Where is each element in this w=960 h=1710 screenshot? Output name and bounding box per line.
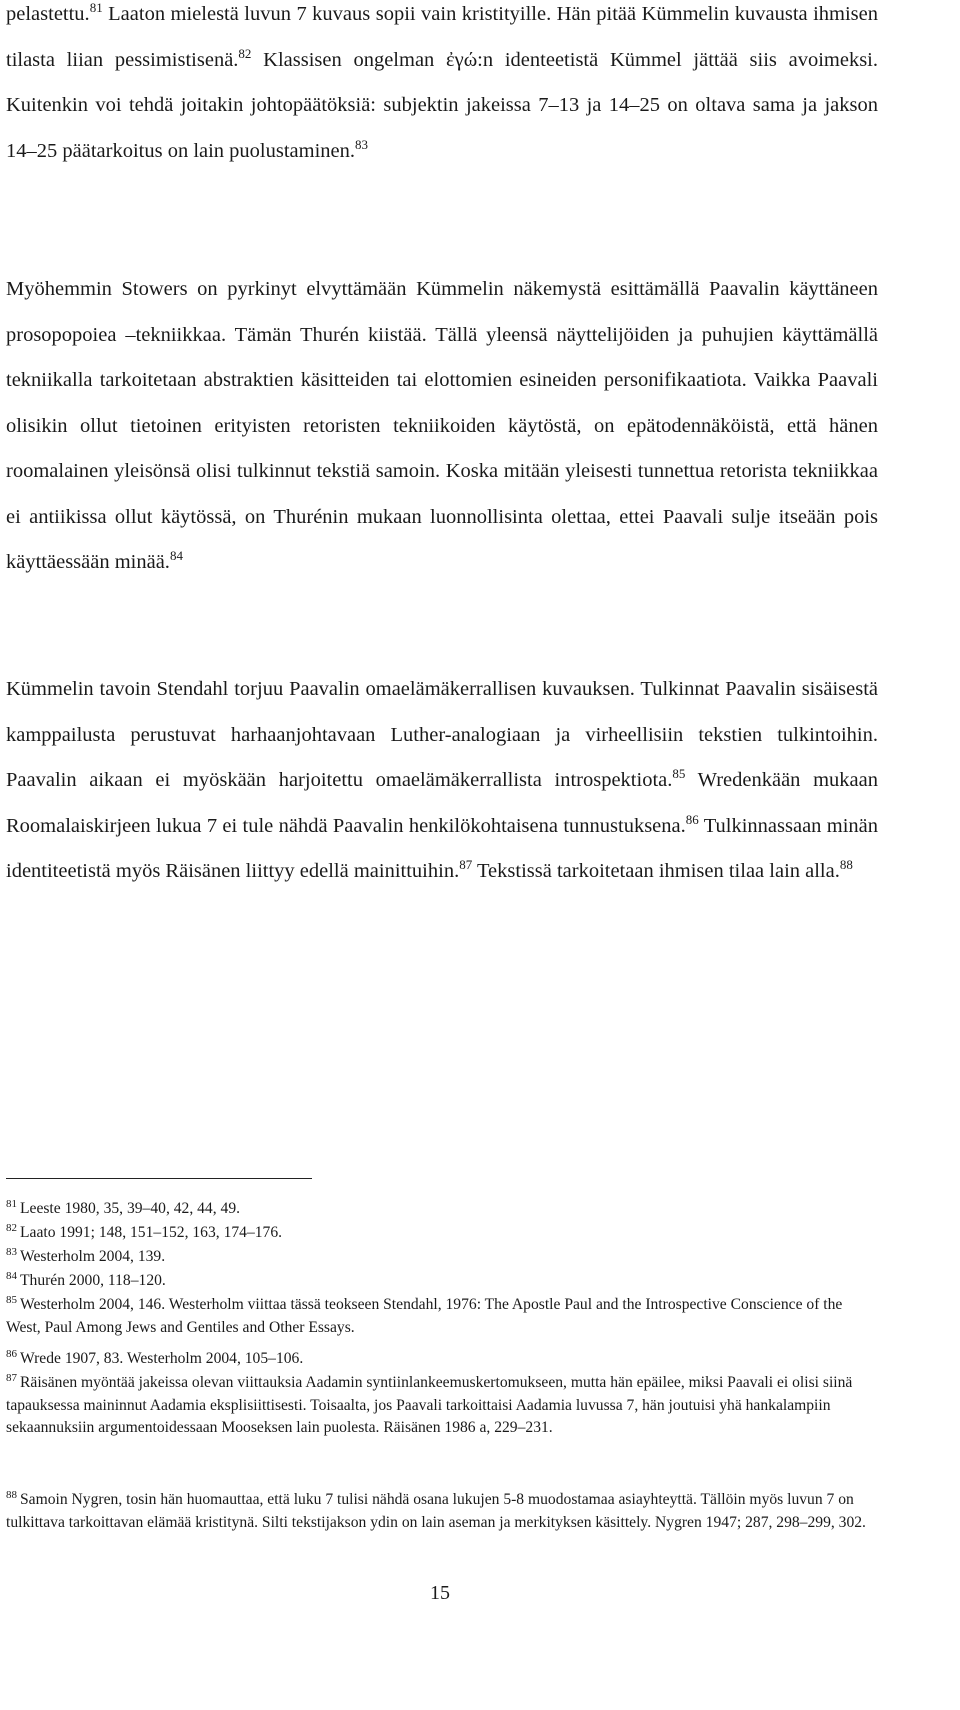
footnote-text: Laato 1991; 148, 151–152, 163, 174–176. (20, 1224, 283, 1241)
footnote-text: Samoin Nygren, tosin hän huomauttaa, että luku 7 tulisi nähdä osana lukujen 5-8 muodostamaa asiayhteyttä. Tällöin myös luvun 7 on tulkittava tarkoittavan elämää kristitynä. Silti tekstijakson ydin on lain aseman ja merkityksen käsittely. Nygren 1947; 287, 298–299, 302. (6, 1491, 866, 1531)
footnote-text: Westerholm 2004, 146. Westerholm viittaa tässä teokseen Stendahl, 1976: The Apostle Paul and the Introspective Conscience of the West, Paul Among Jews and Gentiles and Other Essays. (6, 1296, 843, 1336)
footnote-ref-85[interactable]: 85 (672, 766, 686, 781)
paragraph-text: Myöhemmin Stowers on pyrkinyt elvyttämään Kümmelin näkemystä esittämällä Paavalin käyttäneen prosopopoiea –tekniikkaa. Tämän Thurén kiistää. Tällä yleensä näyttelijöiden ja puhujien käyttämällä tekniikalla tarkoitetaan abstraktien käsitteiden tai elottomien esineiden personifikaatiota. Vaikka Paavali olisikin ollut tietoinen erityisten retoristen tekniikoiden käytöstä, on epätodennäköistä, että hänen roomalainen yleisönsä olisi tulkinnut tekstiä samoin. Koska mitään yleisesti tunnettua retorista tekniikkaa ei antiikissa ollut käytössä, on Thurénin mukaan luonnollisinta olettaa, ettei Paavali sulje itseään pois käyttäessään minää. (6, 278, 878, 573)
footnote-ref-88[interactable]: 88 (839, 857, 853, 872)
page-number: 15 (430, 1582, 450, 1604)
footnote-83 (6, 1246, 878, 1269)
paragraph-text: Tekstissä tarkoitetaan ihmisen tilaa lain alla. (472, 860, 840, 882)
paragraph-text: Klassisen ongelman ἐγώ:n identeetistä Kümmel jättää siis avoimeksi. Kuitenkin voi tehdä joitakin johtopäätöksiä: subjektin jakeissa 7–13 ja 14–25 on oltava sama ja jakson 14–25 päätarkoitus on lain puolustaminen. (6, 48, 878, 162)
footnote-82 (6, 1222, 878, 1245)
footnote-ref-82[interactable]: 82 (238, 45, 252, 61)
footnote-text: Thurén 2000, 118–120. (20, 1272, 166, 1289)
paragraph-text: pelastettu. (6, 3, 90, 25)
footnote-number: 85 (6, 1294, 17, 1306)
footnote-text: Räisänen myöntää jakeissa olevan viittauksia Aadamin syntiinlankeemuskertomukseen, mutta hän epäilee, miksi Paavali ei olisi siinä tapauksessa maininnut Aadamia eksplisiittisesti. Toisaalta, jos Paavali tarkoittaisi Aadamia luvussa 7, hän joutuisi yhä hankalampiin sekaannuksiin argumentoidessaan Mooseksen lain puolesta. Räisänen 1986 a, 229–231. (6, 1374, 853, 1437)
footnote-number: 83 (6, 1246, 17, 1258)
footnote-number: 81 (6, 1198, 17, 1210)
footnote-text: Westerholm 2004, 139. (20, 1248, 166, 1265)
footnote-ref-81[interactable]: 81 (89, 0, 103, 15)
body-paragraph-3 (6, 667, 878, 895)
footnote-text: Leeste 1980, 35, 39–40, 42, 44, 49. (20, 1200, 241, 1217)
footnote-number: 82 (6, 1222, 17, 1234)
footnote-87 (6, 1372, 878, 1440)
footnote-86 (6, 1348, 878, 1371)
footnote-81 (6, 1198, 878, 1221)
footnote-85 (6, 1294, 878, 1339)
body-paragraph-2 (6, 267, 878, 586)
paragraph-text: Wredenkään mukaan Roomalaiskirjeen lukua 7 ei tule nähdä Paavalin henkilökohtaisena tunnustuksena. (6, 769, 879, 837)
footnote-ref-84[interactable]: 84 (169, 548, 183, 563)
paragraph-text: Kümmelin tavoin Stendahl torjuu Paavalin omaelämäkerrallisen kuvauksen. Tulkinnat Paavalin sisäisestä kamppailusta perustuvat harhaanjohtavaan Luther-analogiaan ja virheellisiin tekstien tulkintoihin. Paavalin aikaan ei myöskään harjoitettu omaelämäkerrallista introspektiota. (6, 678, 878, 791)
footnote-number: 84 (6, 1270, 17, 1282)
footnote-ref-83[interactable]: 83 (355, 136, 369, 152)
footnote-text: Wrede 1907, 83. Westerholm 2004, 105–106. (20, 1350, 304, 1367)
footnote-ref-87[interactable]: 87 (459, 857, 473, 872)
footnote-number: 87 (6, 1372, 17, 1384)
footnote-number: 86 (6, 1348, 17, 1360)
footnote-88 (6, 1489, 878, 1534)
paragraph-text: Tulkinnassaan minän identiteetistä myös Räisänen liittyy edellä mainittuihin. (6, 814, 878, 882)
footnote-separator (6, 1178, 312, 1179)
body-paragraph-1 (6, 0, 878, 174)
footnote-ref-86[interactable]: 86 (685, 811, 699, 827)
footnote-84 (6, 1270, 878, 1293)
footnote-number: 88 (6, 1489, 17, 1501)
paragraph-text: Laaton mielestä luvun 7 kuvaus sopii vain kristityille. Hän pitää Kümmelin kuvausta ihmisen tilasta liian pessimistisenä. (6, 3, 878, 71)
